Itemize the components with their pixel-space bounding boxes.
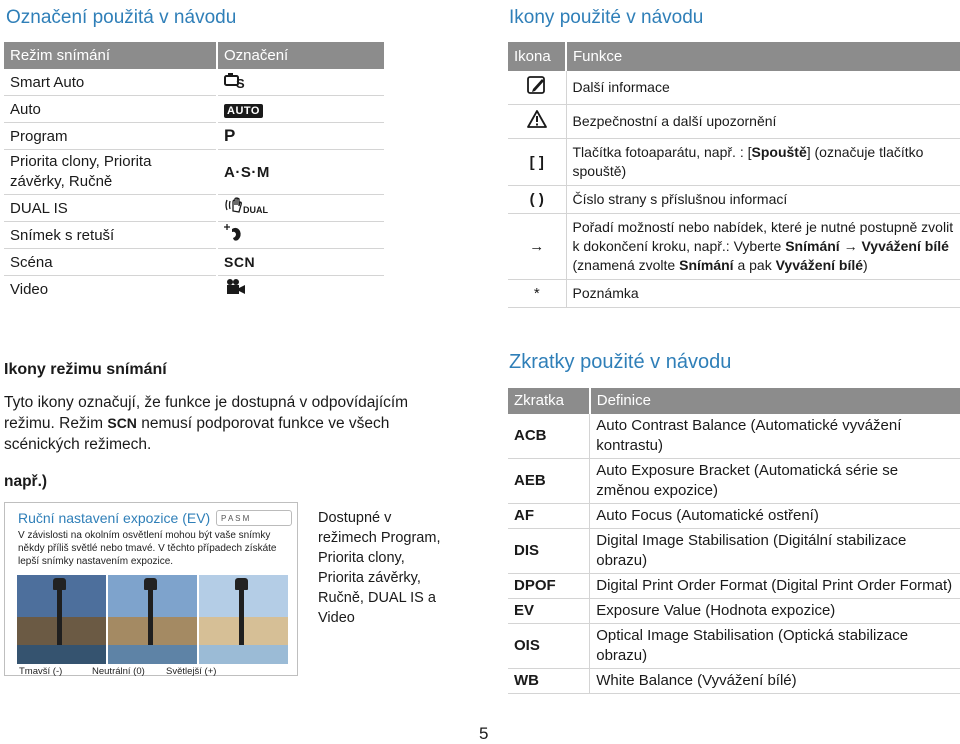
icon-table: [508, 42, 960, 308]
beauty-shot-icon: [217, 222, 384, 249]
function-text: Poznámka: [566, 280, 960, 308]
function-text: Číslo strany s příslušnou informací: [566, 186, 960, 214]
abbr-cell: AEB: [508, 459, 590, 504]
abbr-cell: OIS: [508, 624, 590, 669]
asterisk-icon: *: [508, 280, 566, 308]
mode-name: Scéna: [4, 249, 217, 276]
table-row: [508, 280, 960, 308]
section-title-icons: Ikony použité v návodu: [509, 7, 704, 28]
definition-cell: Optical Image Stabilisation (Optická stabilizace obrazu): [590, 624, 960, 669]
mode-name: DUAL IS: [4, 195, 217, 222]
table-row: [4, 195, 384, 222]
function-text: Bezpečnostní a další upozornění: [566, 105, 960, 139]
smart-auto-icon: [217, 69, 384, 96]
definition-cell: Auto Focus (Automatické ostření): [590, 504, 960, 529]
table-row: [508, 459, 960, 504]
example-photo-neutral: [108, 575, 197, 664]
table-row: [508, 624, 960, 669]
table-row: [508, 105, 960, 139]
table-row: [508, 186, 960, 214]
mode-name: Snímek s retuší: [4, 222, 217, 249]
scene-icon: SCN: [107, 415, 137, 431]
callout-note: Dostupné v režimech Program, Priorita clony, Priorita závěrky, Ručně, DUAL IS a Video: [318, 510, 441, 626]
column-header-abbr: Zkratka: [508, 388, 590, 414]
table-row: [508, 214, 960, 280]
svg-text:S: S: [236, 76, 245, 89]
mode-name: Priorita clony, Priorita závěrky, Ručně: [4, 150, 217, 195]
table-row: [508, 574, 960, 599]
table-header-row: [508, 42, 960, 71]
column-header-mode: Režim snímání: [10, 47, 111, 64]
auto-icon: AUTO: [224, 104, 263, 118]
asm-icon: A·S·M: [224, 163, 270, 181]
table-row: [508, 71, 960, 105]
caption-bright: Světlejší (+): [166, 666, 217, 677]
table-row: [4, 69, 384, 96]
column-header-definition: Definice: [596, 392, 651, 409]
video-camera-icon: [217, 276, 384, 303]
abbreviation-table: [508, 388, 960, 694]
mode-name: Video: [10, 280, 49, 298]
example-card-body: V závislosti na okolním osvětlení mohou být vaše snímky někdy příliš světlé nebo tmavé. V těchto případech získáte lepší snímky nastavením expozice.: [18, 530, 277, 567]
abbr-cell: ACB: [508, 414, 590, 459]
example-photo-bright: [199, 575, 288, 664]
section-title-mode-icons: Ikony režimu snímání: [4, 361, 167, 378]
abbr-cell: DIS: [508, 529, 590, 574]
svg-text:DUAL: DUAL: [243, 205, 268, 215]
table-row: [508, 599, 960, 624]
table-row: [4, 249, 384, 276]
definition-cell: Exposure Value (Hodnota expozice): [590, 599, 960, 624]
table-row: [4, 150, 384, 195]
table-row: [508, 139, 960, 186]
mode-icons-paragraph: Tyto ikony označují, že funkce je dostupná v odpovídajícím režimu. Režim SCN nemusí podporovat funkce ve všech scénických režimech.: [4, 394, 409, 453]
table-header-row: [508, 388, 960, 414]
brackets-icon: [ ]: [508, 139, 566, 186]
dual-is-icon: [217, 195, 384, 222]
table-row: [508, 669, 960, 694]
function-text: Tlačítka fotoaparátu, např. : [Spouště] (označuje tlačítko spouště): [566, 139, 960, 186]
definition-cell: White Balance (Vyvážení bílé): [590, 669, 960, 694]
column-header-symbol: Označení: [217, 42, 384, 69]
abbr-cell: WB: [508, 669, 590, 694]
definition-cell: Digital Print Order Format (Digital Print Order Format): [590, 574, 960, 599]
table-row: [508, 504, 960, 529]
mode-name: Smart Auto: [4, 69, 217, 96]
mode-symbol-table: [4, 42, 384, 302]
table-row: [4, 222, 384, 249]
section-title-symbols: Označení použitá v návodu: [6, 7, 237, 28]
mode-name: Program: [4, 123, 217, 150]
definition-cell: Digital Image Stabilisation (Digitální stabilizace obrazu): [590, 529, 960, 574]
table-header-row: [4, 42, 384, 69]
column-header-icon: Ikona: [508, 42, 566, 71]
abbr-cell: DPOF: [508, 574, 590, 599]
parentheses-icon: ( ): [508, 186, 566, 214]
mode-name: Auto: [4, 96, 217, 123]
definition-cell: Auto Exposure Bracket (Automatická série se změnou expozice): [590, 459, 960, 504]
warning-icon: [508, 105, 566, 139]
caption-neutral: Neutrální (0): [92, 666, 145, 677]
table-row: [4, 276, 384, 303]
function-text: Další informace: [566, 71, 960, 105]
table-row: [4, 96, 384, 123]
abbr-cell: AF: [508, 504, 590, 529]
function-text: Pořadí možností nebo nabídek, které je nutné postupně zvolit k dokončení kroku, např.: Vyberte Snímání → Vyvážení bílé (znamená zvolte Snímání a pak Vyvážení bílé): [566, 214, 960, 280]
definition-cell: Auto Contrast Balance (Automatické vyvážení kontrastu): [590, 414, 960, 459]
scene-icon: SCN: [224, 253, 256, 270]
table-row: [508, 414, 960, 459]
example-card-title: Ruční nastavení expozice (EV): [18, 510, 211, 526]
example-card: [4, 502, 298, 676]
section-title-abbreviations: Zkratky použité v návodu: [509, 351, 732, 373]
caption-dark: Tmavší (-): [19, 666, 63, 677]
abbr-cell: EV: [508, 599, 590, 624]
example-label: např.): [4, 473, 48, 490]
page-number: 5: [479, 724, 489, 743]
note-icon: [508, 71, 566, 105]
program-icon: P: [224, 126, 236, 145]
example-card-mode-badge: P A S M: [216, 510, 292, 526]
column-header-function: Funkce: [573, 48, 623, 65]
table-row: [4, 123, 384, 150]
table-row: [508, 529, 960, 574]
example-photo-dark: [17, 575, 106, 664]
arrow-icon: →: [508, 214, 566, 280]
